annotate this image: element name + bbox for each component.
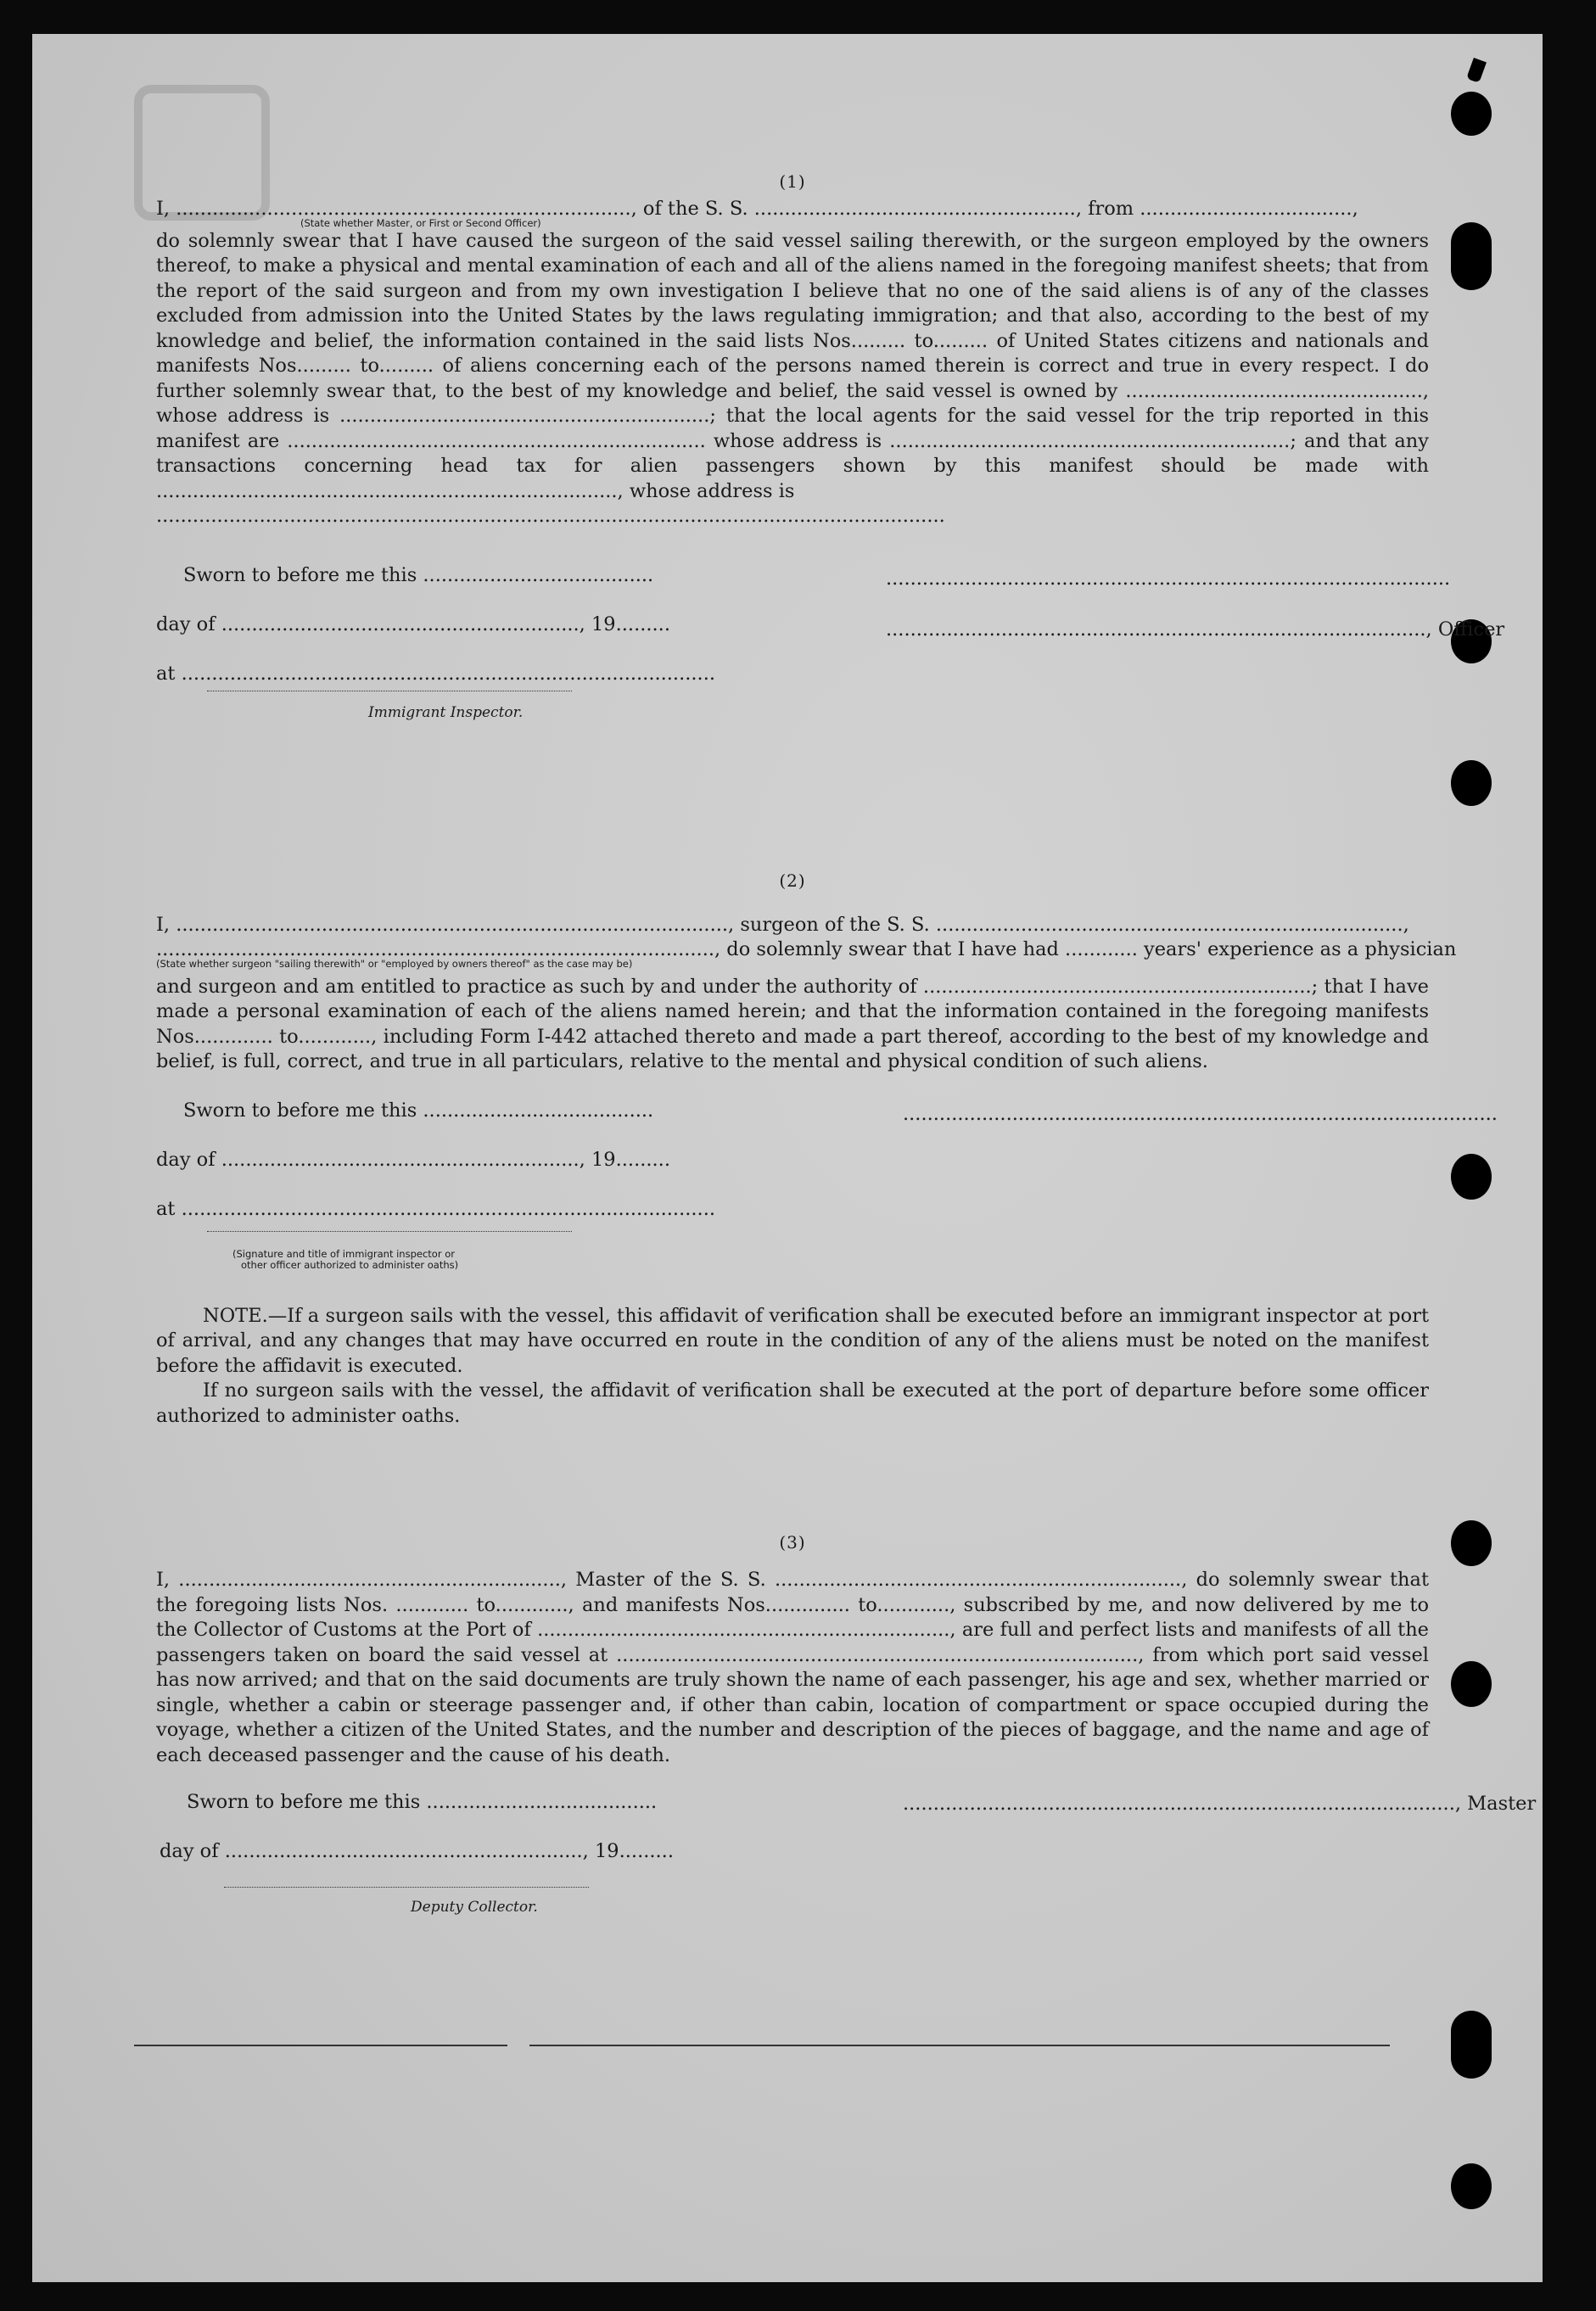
section-number: (2) bbox=[779, 870, 806, 891]
collector-caption: Deputy Collector. bbox=[411, 1899, 538, 1916]
section-number: (1) bbox=[779, 171, 806, 192]
collector-signature-line bbox=[224, 1887, 589, 1888]
bleed-through-heading bbox=[185, 102, 949, 136]
officer-line: ........................................................................................., Officer bbox=[886, 618, 1505, 641]
section-number: (3) bbox=[779, 1532, 806, 1553]
bottom-rule-right bbox=[529, 2045, 1390, 2046]
oath-trail-line: .................................................................................................................................. bbox=[156, 505, 945, 527]
right-signature-line: .................................................................................................. bbox=[903, 1102, 1498, 1125]
sworn-line: Sworn to before me this ...................................... bbox=[183, 563, 654, 586]
inspector-caption: Immigrant Inspector. bbox=[368, 703, 524, 721]
oath-opening-line: I, ..........................................................................., of the S. S. ....................................................., from ..................................., bbox=[156, 198, 1358, 220]
document-page bbox=[32, 34, 1543, 2282]
punch-hole bbox=[1451, 1661, 1492, 1707]
bottom-rule-left bbox=[134, 2045, 507, 2046]
punch-hole bbox=[1451, 2163, 1492, 2209]
day-line: day of ..........................................................., 19......... bbox=[156, 613, 670, 635]
at-line: at ........................................................................................ bbox=[156, 662, 715, 685]
surgeon-second-line: ............................................................................................, do solemnly swear that I have had ............ years' experience as a physician bbox=[156, 938, 1457, 960]
signature-block-2 bbox=[156, 1075, 1498, 1304]
affidavit-section-3 bbox=[156, 1530, 1537, 1938]
master-body: I, ..............................................................., Master of the S. S. ..................................................................., do solemnly swear that the foregoing lists Nos. ............ to............, and manifests Nos.............. to............, subscribed by me, and now delivered by me to the Collector of Customs at the Port of ...................................................................., are full and perfect lists and manifests of all the passengers taken on board the said vessel at ......................................................................................, from which port said vessel has now arrived; and that on the said documents are truly shown the name of each passenger, his age and sex, whether married or single, whether a cabin or steerage passenger and, if other than cabin, location of compartment or space occupied during the voyage, whether a citizen of the United States, and the number and description of the pieces of baggage, and the name and age of each deceased passenger and the cause of his death. bbox=[156, 1569, 1429, 1766]
sworn-line: Sworn to before me this ...................................... bbox=[183, 1099, 654, 1122]
surgeon-body: and surgeon and am entitled to practice as such by and under the authority of ................................................................; that I have made a personal examination of each of the aliens named herein; and that the information contained in the foregoing manifests Nos............. to............, including Form I-442 attached thereto and made a part thereof, according to the best of my knowledge and belief, is full, correct, and true in all particulars, relative to the mental and physical condition of such aliens. bbox=[156, 975, 1429, 1072]
master-line: ..........................................................................................., Master bbox=[903, 1793, 1537, 1815]
punch-hole bbox=[1451, 1520, 1492, 1566]
punch-hole bbox=[1451, 2011, 1492, 2079]
signature-block-3 bbox=[156, 1768, 1537, 1938]
punch-hole bbox=[1451, 222, 1492, 290]
affidavit-section-2 bbox=[156, 869, 1498, 1430]
affidavit-section-1 bbox=[156, 170, 1505, 784]
affidavit-content bbox=[156, 170, 1537, 1938]
signature-block-1 bbox=[156, 529, 1505, 784]
day-line: day of ..........................................................., 19......... bbox=[160, 1840, 674, 1862]
inspector-signature-line bbox=[207, 1231, 572, 1232]
day-line: day of ..........................................................., 19......... bbox=[156, 1148, 670, 1171]
note-paragraph-2: If no surgeon sails with the vessel, the affidavit of verification shall be executed at the port of departure before some officer authorized to administer oaths. bbox=[156, 1379, 1429, 1427]
signature-caption-1: (Signature and title of immigrant inspector or bbox=[232, 1247, 455, 1260]
corner-mark bbox=[1466, 58, 1487, 83]
signature-caption-2: other officer authorized to administer oaths) bbox=[241, 1258, 459, 1271]
punch-hole bbox=[1451, 1154, 1492, 1200]
punch-hole bbox=[1451, 760, 1492, 806]
oath-body: do solemnly swear that I have caused the surgeon of the said vessel sailing therewith, or the surgeon employed by the owners thereof, to make a physical and mental examination of each and all of the aliens named in the foregoing manifest sheets; that from the report of the said surgeon and from my own investigation I believe that no one of the said aliens is of any of the classes excluded from admission into the United States by the laws regulating immigration; and that also, according to the best of my knowledge and belief, the information contained in the said lists Nos......... to......... of United States citizens and nationals and manifests Nos......... to......... of aliens concerning each of the persons named therein is correct and true in every respect. I do further solemnly swear that, to the best of my knowledge and belief, the said vessel is owned by ................................................., whose address is .............................................................; that the local agents for the said vessel for the trip reported in this manifest are ..................................................................... whose address is ..................................................................; and that any transactions concerning head tax for alien passengers shown by this manifest should be made with ............................................................................, whose address is bbox=[156, 229, 1429, 502]
field-note: (State whether surgeon "sailing therewith" or "employed by owners thereof" as the case may be) bbox=[156, 957, 633, 970]
officer-blank-line: ............................................................................................. bbox=[886, 567, 1451, 590]
note-paragraph: NOTE.—If a surgeon sails with the vessel, this affidavit of verification shall be executed before an immigrant inspector at port of arrival, and any changes that may have occurred en route in the condition of any of the aliens must be noted on the manifest before the affidavit is executed. bbox=[156, 1304, 1429, 1377]
surgeon-opening-line: I, ..........................................................................................., surgeon of the S. S. ............................................................................., bbox=[156, 913, 1409, 936]
field-note: (State whether Master, or First or Second Officer) bbox=[300, 216, 541, 229]
at-line: at ........................................................................................ bbox=[156, 1197, 715, 1220]
sworn-line: Sworn to before me this ...................................... bbox=[187, 1791, 658, 1813]
punch-hole bbox=[1451, 92, 1492, 136]
